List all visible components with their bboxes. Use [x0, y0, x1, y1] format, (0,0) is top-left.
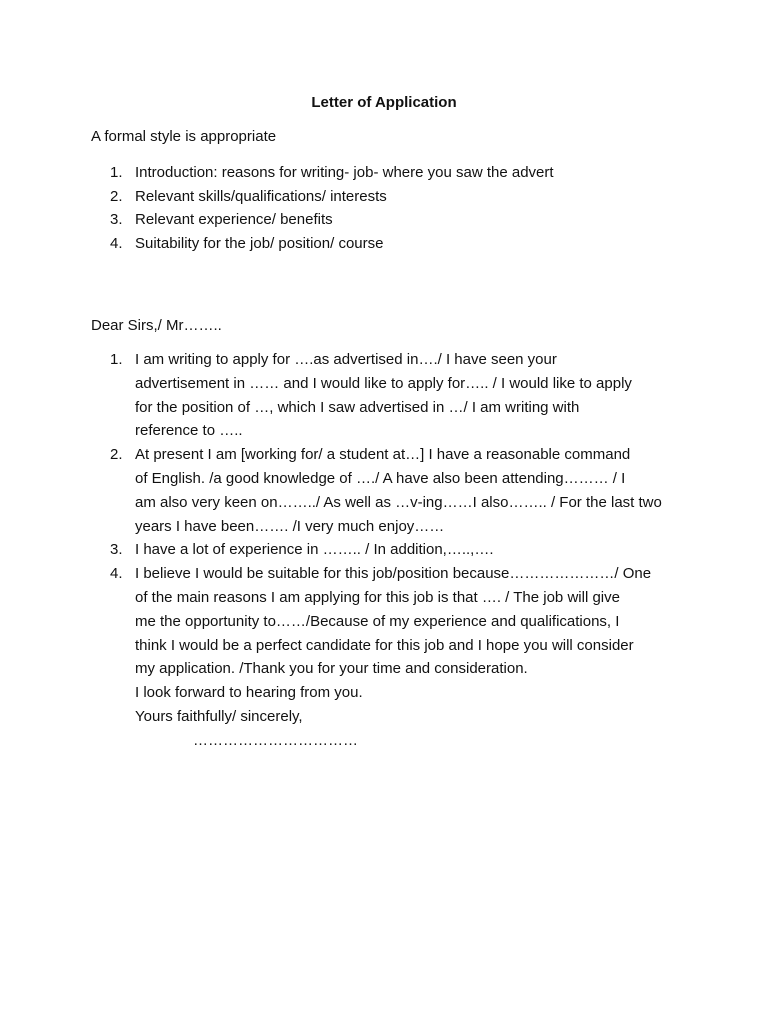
letter-paragraph	[110, 443, 685, 538]
paragraph-line: At present I am [working for/ a student at…] I have a reasonable command	[135, 446, 631, 464]
letter-paragraph	[110, 562, 685, 681]
outline-item-text: Relevant experience/ benefits	[135, 211, 333, 229]
closing-line: I look forward to hearing from you.	[135, 684, 363, 701]
outline-item	[110, 185, 710, 209]
paragraph-text	[135, 348, 685, 443]
paragraph-text	[135, 538, 685, 562]
outline-item-number: 2.	[110, 187, 123, 205]
paragraph-number: 2.	[110, 446, 123, 464]
outline-item-number: 3.	[110, 211, 123, 229]
paragraph-line: I believe I would be suitable for this job/position because…………………/ One	[135, 565, 652, 583]
letter-closing	[135, 681, 363, 729]
outline-item-text: Suitability for the job/ position/ course	[135, 235, 384, 253]
outline-item-text: Relevant skills/qualifications/ interests	[135, 187, 387, 205]
closing-line: Yours faithfully/ sincerely,	[135, 707, 303, 725]
document-title: Letter of Application	[311, 94, 457, 111]
paragraph-line: am also very keen on……../ As well as …v-ing……I also…….. / For the last two	[135, 493, 662, 511]
paragraph-line: of the main reasons I am applying for this job is that …. / The job will give	[135, 588, 620, 606]
outline-item-number: 4.	[110, 235, 123, 253]
paragraph-number: 3.	[110, 541, 123, 559]
paragraph-line: me the opportunity to……/Because of my experience and qualifications, I	[135, 612, 620, 630]
paragraph-text	[135, 562, 685, 681]
signature-placeholder: ……………………………	[193, 732, 358, 749]
paragraph-line: of English. /a good knowledge of …./ A have also been attending……… / I	[135, 469, 626, 487]
outline-item-text: Introduction: reasons for writing- job- where you saw the advert	[135, 164, 554, 181]
outline-item	[110, 232, 710, 256]
paragraph-line: for the position of …, which I saw advertised in …/ I am writing with	[135, 398, 580, 416]
letter-body-list	[110, 348, 685, 681]
outline-item-number: 1.	[110, 164, 123, 181]
paragraph-line: I am writing to apply for ….as advertised in…./ I have seen your	[135, 351, 557, 368]
letter-paragraph	[110, 348, 685, 443]
paragraph-text	[135, 443, 685, 538]
outline-item	[110, 208, 710, 232]
letter-paragraph	[110, 538, 685, 562]
paragraph-line: reference to …..	[135, 422, 243, 440]
letter-greeting: Dear Sirs,/ Mr……..	[91, 317, 222, 334]
paragraph-number: 4.	[110, 565, 123, 583]
paragraph-line: I have a lot of experience in …….. / In addition,…..,….	[135, 541, 494, 559]
paragraph-line: years I have been……. /I very much enjoy……	[135, 517, 445, 535]
outline-list	[110, 161, 710, 256]
paragraph-line: think I would be a perfect candidate for this job and I hope you will consider	[135, 636, 634, 654]
paragraph-number: 1.	[110, 351, 123, 368]
paragraph-line: advertisement in …… and I would like to apply for….. / I would like to apply	[135, 374, 632, 392]
outline-item	[110, 161, 710, 185]
paragraph-line: my application. /Thank you for your time and consideration.	[135, 660, 528, 678]
intro-text: A formal style is appropriate	[91, 128, 277, 145]
